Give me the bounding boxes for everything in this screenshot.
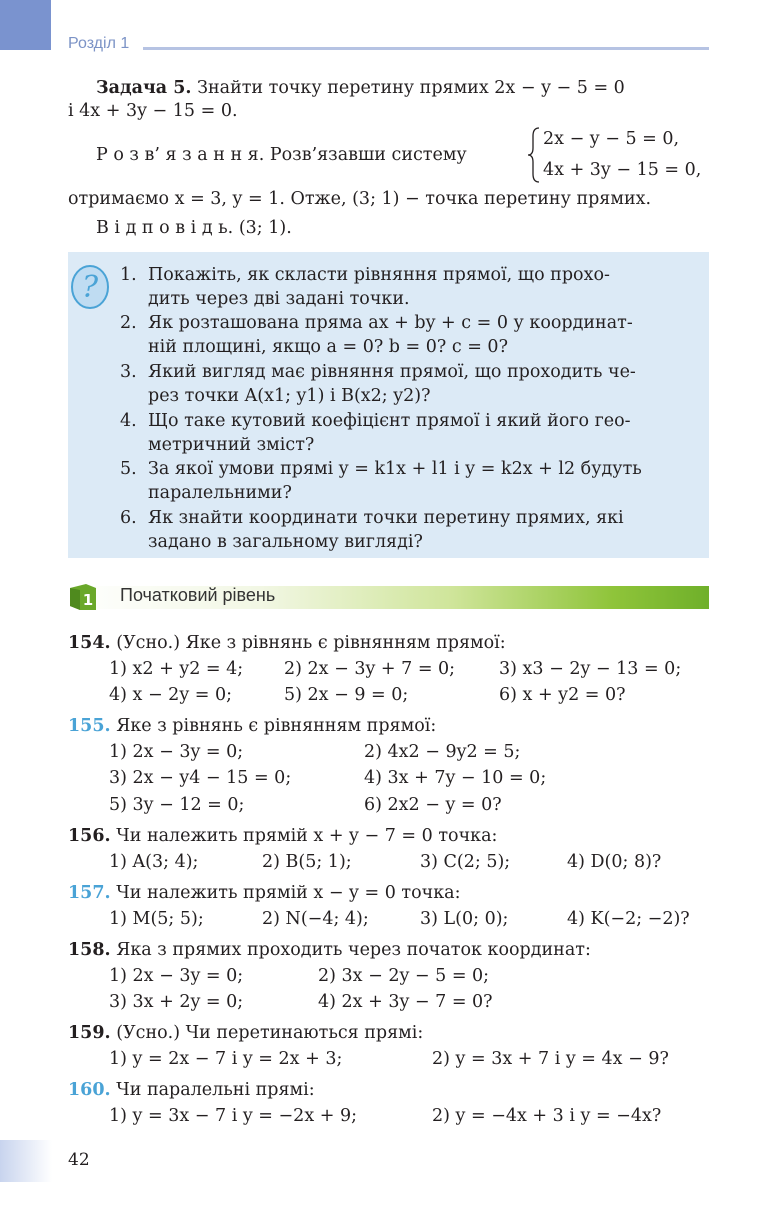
solution-text: Розв’язавши систему	[269, 145, 467, 165]
p157-item-2: 2) N(−4; 4);	[262, 909, 369, 929]
p158-item-3: 3) 3x + 2y = 0;	[109, 992, 244, 1012]
p159-item-2: 2) y = 3x + 7 і y = 4x − 9?	[432, 1049, 669, 1069]
p155-item-2: 2) 4x2 − 9y2 = 5;	[364, 742, 521, 762]
p154-item-4: 4) x − 2y = 0;	[109, 685, 233, 705]
task5-statement-1: Знайти точку перетину прямих 2x − y − 5 = 0	[197, 78, 625, 98]
p157-item-4: 4) K(−2; −2)?	[567, 909, 690, 929]
section-rule	[143, 47, 709, 50]
system-eq2: 4x + 3y − 15 = 0,	[543, 160, 702, 180]
p156-item-2: 2) B(5; 1);	[262, 852, 352, 872]
question-line: метричний зміст?	[148, 435, 315, 455]
p155-item-1: 1) 2x − 3y = 0;	[109, 742, 244, 762]
svg-text:?: ?	[81, 270, 99, 305]
question-line: паралельними?	[148, 483, 292, 503]
problem-number: 155.	[68, 716, 111, 736]
question-line: ній площині, якщо a = 0? b = 0? c = 0?	[148, 337, 508, 357]
problem-text: (Усно.) Яке з рівнянь є рівнянням прямої:	[116, 633, 506, 653]
p156-item-4: 4) D(0; 8)?	[567, 852, 662, 872]
p154-item-3: 3) x3 − 2y − 13 = 0;	[499, 659, 682, 679]
page-number: 42	[68, 1150, 90, 1170]
p156-item-1: 1) A(3; 4);	[109, 852, 199, 872]
problem-155	[68, 716, 436, 736]
problem-number: 159.	[68, 1023, 111, 1043]
task5-solution-line	[96, 145, 467, 165]
p158-item-2: 2) 3x − 2y − 5 = 0;	[318, 966, 490, 986]
question-line: задано в загальному вигляді?	[148, 532, 423, 552]
level-label: Початковий рівень	[120, 585, 276, 605]
p158-item-1: 1) 2x − 3y = 0;	[109, 966, 244, 986]
problem-text: (Усно.) Чи перетинаються прямі:	[116, 1023, 424, 1043]
problem-number: 156.	[68, 826, 111, 846]
problem-159	[68, 1023, 423, 1043]
system-eq1: 2x − y − 5 = 0,	[543, 129, 680, 149]
question-number: 3.	[120, 362, 137, 382]
svg-text:1: 1	[82, 591, 94, 609]
problem-154	[68, 633, 506, 653]
p160-item-1: 1) y = 3x − 7 і y = −2x + 9;	[109, 1106, 358, 1126]
answer-label: В і д п о в і д ь.	[96, 218, 234, 238]
p154-item-2: 2) 2x − 3y + 7 = 0;	[284, 659, 456, 679]
problem-text: Чи належить прямій x + y − 7 = 0 точка:	[116, 826, 498, 846]
problem-157	[68, 883, 461, 903]
question-line: дить через дві задані точки.	[148, 289, 410, 309]
level-one-icon	[68, 582, 98, 612]
task5-answer	[96, 218, 292, 238]
problem-160	[68, 1080, 315, 1100]
p154-item-6: 6) x + y2 = 0?	[499, 685, 626, 705]
p160-item-2: 2) y = −4x + 3 і y = −4x?	[432, 1106, 662, 1126]
question-line: рез точки A(x1; y1) і B(x2; y2)?	[148, 386, 431, 406]
task5-title: Задача 5.	[96, 78, 192, 98]
question-line: Як знайти координати точки перетину прямих, які	[148, 508, 624, 528]
p155-item-4: 4) 3x + 7y − 10 = 0;	[364, 768, 547, 788]
question-number: 5.	[120, 459, 137, 479]
question-line: За якої умови прямі y = k1x + l1 і y = k2x + l2 будуть	[148, 459, 642, 479]
question-mark-icon	[70, 264, 110, 310]
section-label: Розділ 1	[68, 35, 130, 52]
question-number: 2.	[120, 313, 137, 333]
task5-line1	[96, 78, 625, 98]
problem-number: 157.	[68, 883, 111, 903]
p157-item-3: 3) L(0; 0);	[420, 909, 509, 929]
p156-item-3: 3) C(2; 5);	[420, 852, 511, 872]
question-line: Який вигляд має рівняння прямої, що проходить че-	[148, 362, 636, 382]
corner-tab	[0, 0, 51, 50]
footer-tab	[0, 1140, 52, 1182]
answer-value: (3; 1).	[238, 218, 292, 238]
p154-item-1: 1) x2 + y2 = 4;	[109, 659, 244, 679]
problem-number: 160.	[68, 1080, 111, 1100]
question-line: Що таке кутовий коефіцієнт прямої і який його гео-	[148, 411, 631, 431]
problem-156	[68, 826, 497, 846]
solution-label: Р о з в’ я з а н н я.	[96, 145, 265, 165]
p155-item-3: 3) 2x − y4 − 15 = 0;	[109, 768, 292, 788]
problem-number: 158.	[68, 940, 111, 960]
question-number: 6.	[120, 508, 137, 528]
problem-text: Чи належить прямій x − y = 0 точка:	[116, 883, 461, 903]
question-line: Покажіть, як скласти рівняння прямої, що прохо-	[148, 265, 610, 285]
p159-item-1: 1) y = 2x − 7 і y = 2x + 3;	[109, 1049, 343, 1069]
task5-statement-2: і 4x + 3y − 15 = 0.	[68, 101, 238, 121]
problem-text: Яка з прямих проходить через початок координат:	[116, 940, 591, 960]
problem-number: 154.	[68, 633, 111, 653]
system-brace	[527, 126, 541, 184]
p155-item-5: 5) 3y − 12 = 0;	[109, 795, 245, 815]
p158-item-4: 4) 2x + 3y − 7 = 0?	[318, 992, 493, 1012]
question-line: Як розташована пряма ax + by + c = 0 у координат-	[148, 313, 633, 333]
problem-158	[68, 940, 591, 960]
task5-result: отримаємо x = 3, y = 1. Отже, (3; 1) − точка перетину прямих.	[68, 189, 652, 209]
p155-item-6: 6) 2x2 − y = 0?	[364, 795, 502, 815]
p157-item-1: 1) M(5; 5);	[109, 909, 204, 929]
question-number: 1.	[120, 265, 137, 285]
problem-text: Чи паралельні прямі:	[116, 1080, 315, 1100]
question-number: 4.	[120, 411, 137, 431]
problem-text: Яке з рівнянь є рівнянням прямої:	[116, 716, 437, 736]
p154-item-5: 5) 2x − 9 = 0;	[284, 685, 409, 705]
